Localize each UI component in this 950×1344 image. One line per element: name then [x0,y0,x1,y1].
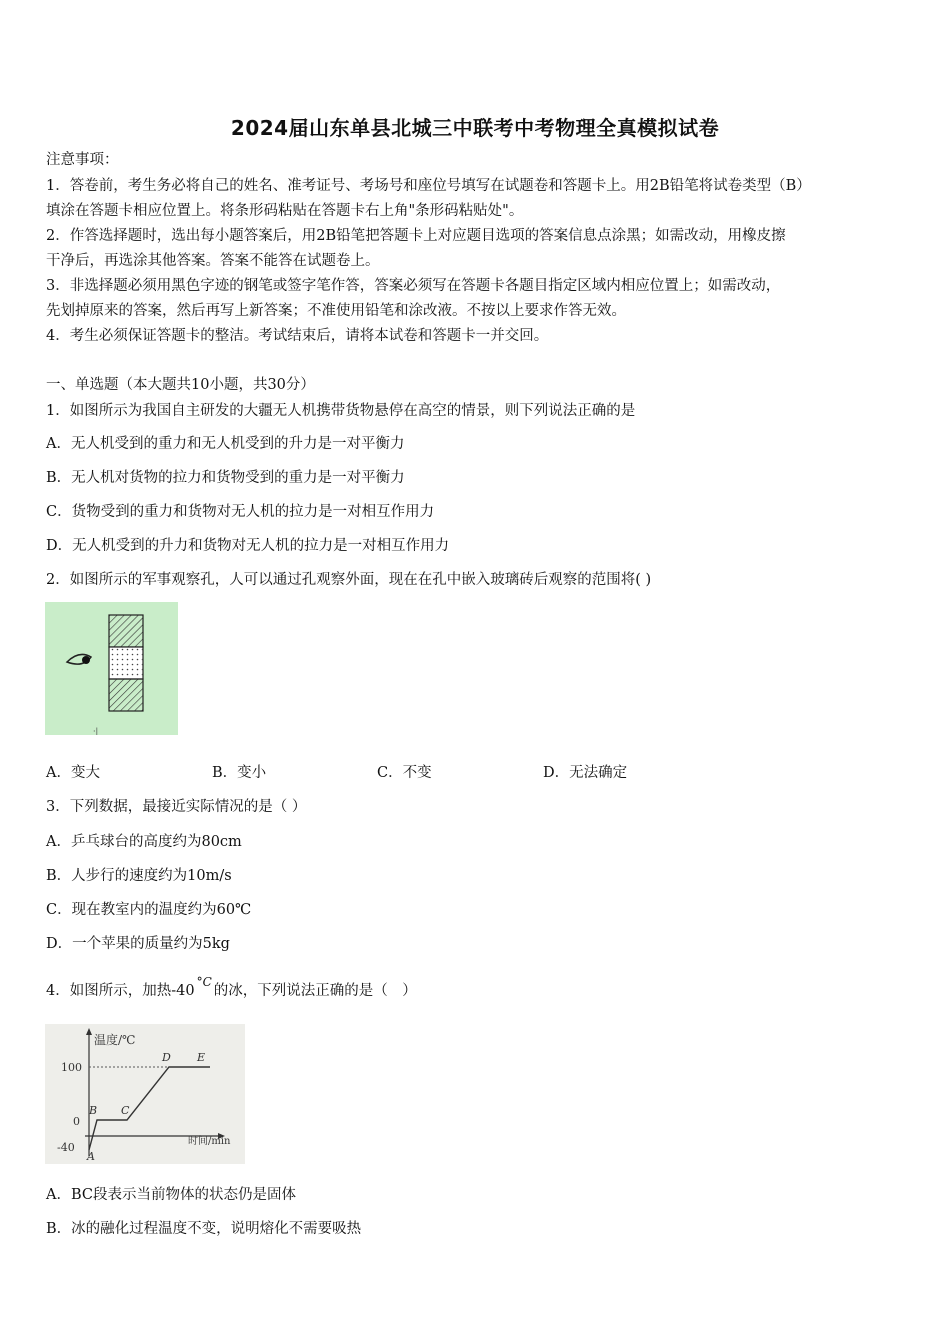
question-4-stem [46,975,417,1001]
notice-line: 干净后，再选涂其他答案。答案不能答在试题卷上。 [46,253,380,269]
question-4-stem-end: 的冰，下列说法正确的是（ ） [213,983,417,999]
question-1-option-d: D．无人机受到的升力和货物对无人机的拉力是一对相互作用力 [46,538,450,554]
question-2-option-a: A．变大 [46,765,100,781]
svg-text:·|: ·| [93,727,99,735]
point-e-label: E [197,1051,206,1064]
question-2-stem: 2．如图所示的军事观察孔，人可以通过孔观察外面，现在在孔中嵌入玻璃砖后观察的范围将( ) [46,572,652,588]
question-2-option-b: B．变小 [212,765,267,781]
section-heading: 一、单选题（本大题共10小题，共30分） [46,377,315,393]
question-3-option-d: D．一个苹果的质量约为5kg [46,936,230,952]
question-4-option-a: A．BC段表示当前物体的状态仍是固体 [46,1187,296,1203]
question-2-option-d: D．无法确定 [543,765,628,781]
y-tick-100: 100 [61,1061,82,1074]
y-tick-minus-40: -40 [57,1141,75,1154]
celsius-unit: °C [196,975,212,989]
question-3-stem: 3．下列数据，最接近实际情况的是（ ） [46,799,307,815]
notice-line: 1．答卷前，考生务必将自己的姓名、准考证号、考场号和座位号填写在试题卷和答题卡上。用2B铅笔将试卷类型（B） [46,178,811,194]
question-1-option-b: B．无人机对货物的拉力和货物受到的重力是一对平衡力 [46,470,405,486]
notice-heading: 注意事项： [46,152,119,168]
notice-line: 3．非选择题必须用黑色字迹的钢笔或签字笔作答，答案必须写在答题卡各题目指定区域内相应位置上；如需改动， [46,278,781,294]
notice-line: 填涂在答题卡相应位置上。将条形码粘贴在答题卡右上角"条形码粘贴处"。 [46,203,524,219]
question-3-option-b: B．人步行的速度约为10m/s [46,868,232,884]
heating-curve-graph [45,1024,245,1164]
question-4-option-b: B．冰的融化过程温度不变，说明熔化不需要吸热 [46,1221,362,1237]
observation-hole-figure [45,602,178,735]
point-b-label: B [89,1104,98,1117]
x-axis-label: 时间/min [188,1136,231,1147]
notice-line: 先划掉原来的答案，然后再写上新答案；不准使用铅笔和涂改液。不按以上要求作答无效。 [46,303,626,319]
exam-title: 2024届山东单县北城三中联考中考物理全真模拟试卷 [230,116,720,140]
notice-line: 2．作答选择题时，选出每小题答案后，用2B铅笔把答题卡上对应题目选项的答案信息点涂黑；如需改动，用橡皮擦 [46,228,786,244]
point-c-label: C [121,1104,130,1117]
y-axis-label: 温度/℃ [94,1033,136,1047]
question-1-stem: 1．如图所示为我国自主研发的大疆无人机携带货物悬停在高空的情景，则下列说法正确的是 [46,403,636,419]
question-4-stem-start: 4．如图所示，加热-40 [46,983,195,999]
notice-line: 4．考生必须保证答题卡的整洁。考试结束后，请将本试卷和答题卡一并交回。 [46,328,549,344]
wall-lower [109,679,143,711]
question-1-option-a: A．无人机受到的重力和无人机受到的升力是一对平衡力 [46,436,405,452]
y-tick-0: 0 [73,1115,80,1128]
point-d-label: D [162,1051,171,1064]
wall-upper [109,615,143,647]
question-2-option-c: C．不变 [377,765,432,781]
question-1-option-c: C．货物受到的重力和货物对无人机的拉力是一对相互作用力 [46,504,435,520]
point-a-label: A [87,1150,95,1163]
question-3-option-c: C．现在教室内的温度约为60℃ [46,902,252,918]
question-3-option-a: A．乒乓球台的高度约为80cm [46,834,242,850]
